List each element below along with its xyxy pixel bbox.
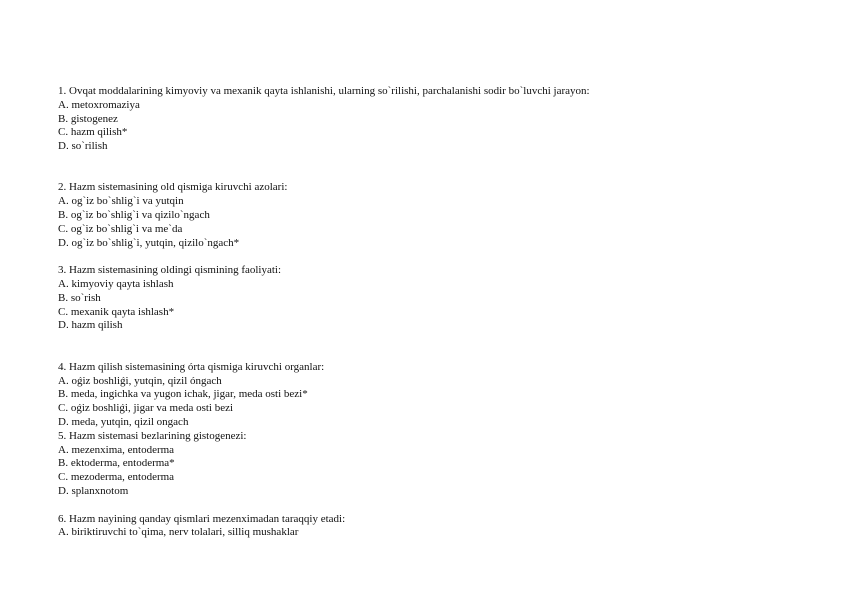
- question-1: [58, 85, 828, 154]
- spacer: [58, 154, 828, 182]
- answer-option: C. mexanik qayta ishlash*: [58, 305, 175, 318]
- answer-option: A. metoxromaziya: [58, 98, 140, 111]
- question-5: [58, 430, 828, 499]
- question-prompt: 1. Ovqat moddalarining kimyoviy va mexanik qayta ishlanishi, ularning so`rilishi, parchalanishi sodir bo`luvchi jarayon:: [58, 85, 590, 97]
- spacer: [58, 333, 828, 361]
- answer-option: C. mezoderma, entoderma: [58, 471, 175, 484]
- question-prompt: 4. Hazm qilish sistemasining órta qismiga kiruvchi organlar:: [58, 360, 325, 373]
- answer-option: D. meda, yutqin, qizil ongach: [58, 415, 189, 428]
- answer-option: C. oǵiz boshliǵi, jigar va meda osti bezi: [58, 402, 234, 415]
- answer-option: D. hazm qilish: [58, 319, 123, 332]
- question-prompt: 3. Hazm sistemasining oldingi qismining faoliyati:: [58, 264, 282, 277]
- answer-option: A. oǵiz boshliǵi, yutqin, qizil óngach: [58, 374, 222, 387]
- answer-option: C. hazm qilish*: [58, 126, 128, 139]
- answer-option: D. og`iz bo`shlig`i, yutqin, qizilo`ngach*: [58, 236, 240, 249]
- answer-option: A. kimyoviy qayta ishlash: [58, 278, 174, 291]
- answer-option: B. gistogenez: [58, 112, 118, 125]
- answer-option: D. so`rilish: [58, 140, 108, 153]
- question-prompt: 2. Hazm sistemasining old qismiga kiruvchi azolari:: [58, 181, 288, 194]
- answer-option: B. og`iz bo`shlig`i va qizilo`ngach: [58, 209, 210, 222]
- answer-option: B. so`rish: [58, 291, 101, 304]
- question-2: [58, 181, 828, 250]
- answer-option: A. biriktiruvchi to`qima, nerv tolalari, silliq mushaklar: [58, 526, 299, 539]
- answer-option: C. og`iz bo`shlig`i va me`da: [58, 222, 183, 235]
- answer-option: A. mezenxima, entoderma: [58, 443, 175, 456]
- question-6: [58, 513, 828, 541]
- answer-option: D. splanxnotom: [58, 484, 129, 497]
- answer-option: A. og`iz bo`shlig`i va yutqin: [58, 195, 184, 208]
- question-prompt: 5. Hazm sistemasi bezlarining gistogenezi:: [58, 429, 247, 442]
- answer-option: B. ektoderma, entoderma*: [58, 457, 175, 470]
- spacer: [58, 250, 828, 264]
- question-4: [58, 361, 828, 430]
- question-3: [58, 264, 828, 333]
- answer-option: B. meda, ingichka va yugon ichak, jigar, meda osti bezi*: [58, 388, 308, 401]
- spacer: [58, 499, 828, 513]
- document-page: [58, 85, 828, 540]
- question-prompt: 6. Hazm nayining qanday qismlari mezenximadan taraqqiy etadi:: [58, 512, 346, 525]
